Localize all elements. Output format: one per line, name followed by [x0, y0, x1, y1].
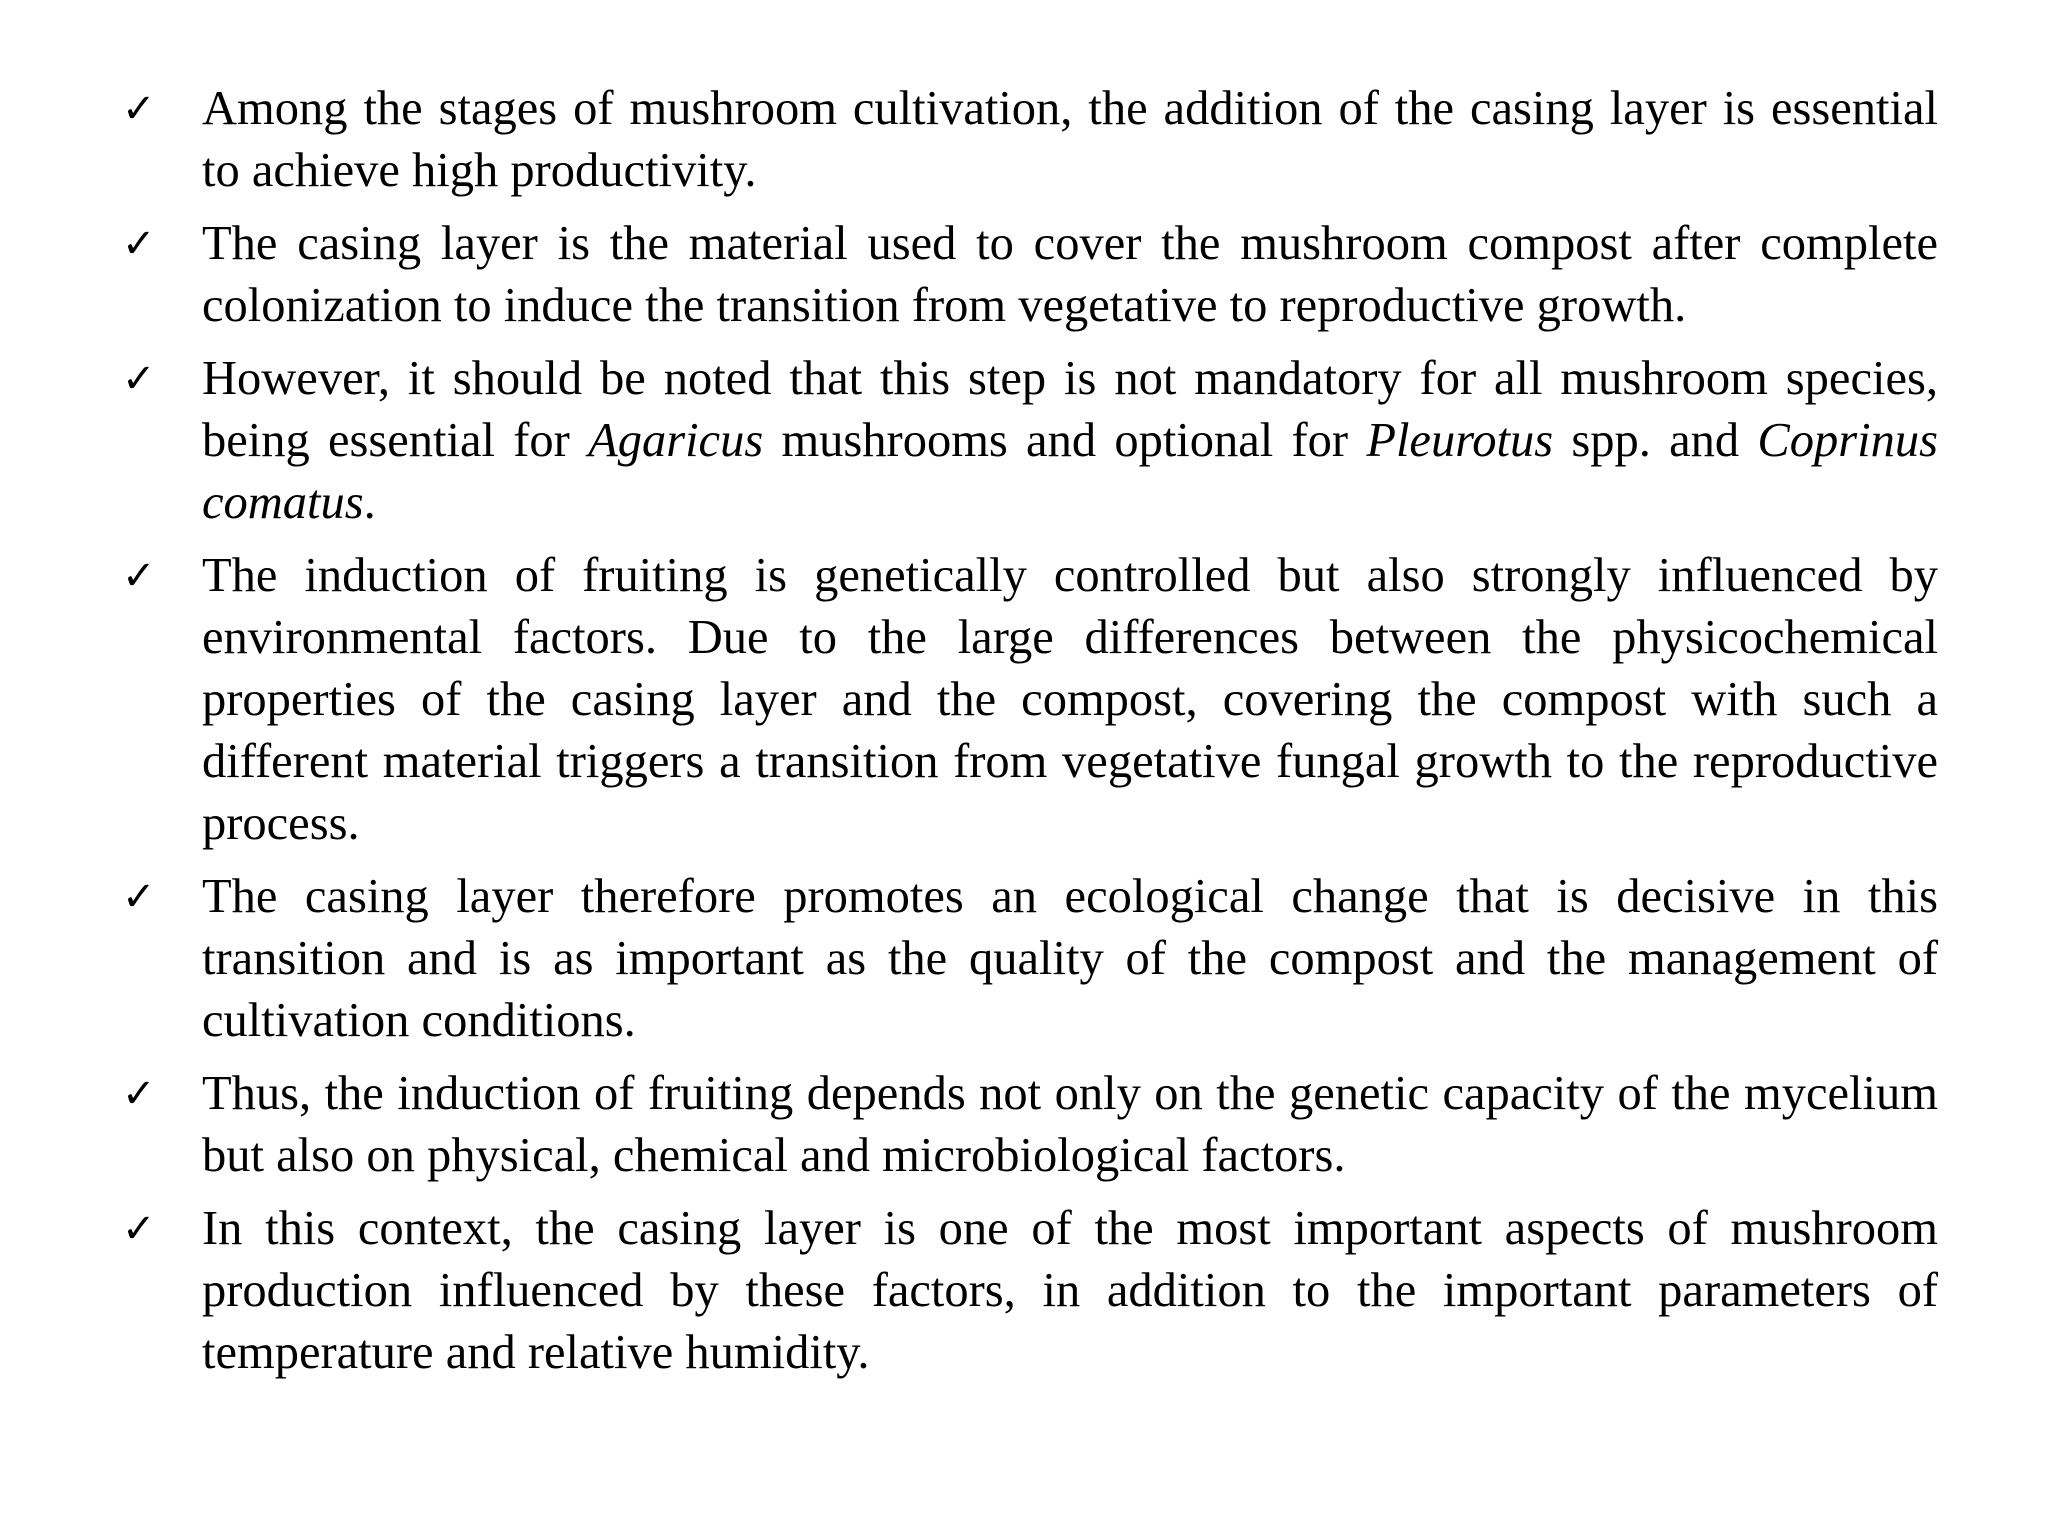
bullet-text: However, it should be noted that this step is not mandatory for all mushroom species, being essential for Agaricus mushrooms and optional for Pleurotus spp. and Coprinus comatus.	[202, 352, 1938, 529]
check-mark-icon: ✓	[122, 874, 156, 920]
bullet-item	[122, 348, 1938, 534]
check-mark-icon: ✓	[122, 86, 156, 132]
bullet-item	[122, 1198, 1938, 1384]
check-mark-icon: ✓	[122, 553, 156, 599]
bullet-item	[122, 866, 1938, 1052]
species-name-agaricus: Agaricus	[588, 414, 764, 467]
bullet-text: In this context, the casing layer is one of the most important aspects of mushroom production influenced by these factors, in addition to the important parameters of temperature and relative humidity.	[202, 1202, 1938, 1379]
check-mark-icon: ✓	[122, 356, 156, 402]
bullet-text: Thus, the induction of fruiting depends not only on the genetic capacity of the mycelium but also on physical, chemical and microbiological factors.	[202, 1067, 1938, 1182]
bullet-item	[122, 78, 1938, 202]
species-name-pleurotus: Pleurotus	[1366, 414, 1554, 467]
bullet-text: The casing layer therefore promotes an ecological change that is decisive in this transition and is as important as the quality of the compost and the management of cultivation conditions.	[202, 870, 1938, 1047]
species-name-coprinus: Coprinus comatus	[202, 414, 1938, 529]
check-mark-icon: ✓	[122, 221, 156, 267]
bullet-text: The induction of fruiting is genetically controlled but also strongly influenced by environmental factors. Due to the large differences between the physicochemical properties of the casing layer and the compost, covering the compost with such a different material triggers a transition from vegetative fungal growth to the reproductive process.	[202, 549, 1938, 850]
bullet-text: Among the stages of mushroom cultivation, the addition of the casing layer is essential to achieve high productivity.	[202, 82, 1938, 197]
bullet-text: The casing layer is the material used to cover the mushroom compost after complete colonization to induce the transition from vegetative to reproductive growth.	[202, 217, 1938, 332]
bullet-list	[122, 78, 1938, 1395]
bullet-item	[122, 545, 1938, 855]
check-mark-icon: ✓	[122, 1206, 156, 1252]
bullet-item	[122, 1063, 1938, 1187]
check-mark-icon: ✓	[122, 1071, 156, 1117]
bullet-item	[122, 213, 1938, 337]
